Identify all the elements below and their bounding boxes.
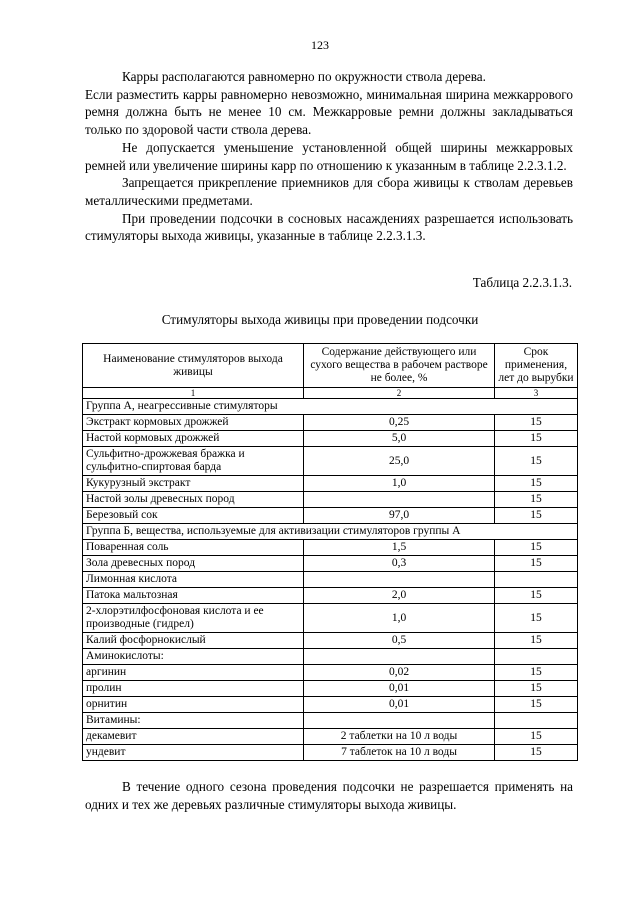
table-row xyxy=(83,540,578,556)
paragraph: При проведении подсочки в сосновых насаждениях разрешается использовать стимуляторы выхода живицы, указанные в таблице 2.2.3.1.3. xyxy=(85,210,573,244)
content-cell: 97,0 xyxy=(304,508,495,524)
stimulators-table xyxy=(82,343,578,761)
content-cell: 25,0 xyxy=(304,447,495,476)
header-term: Срок применения, лет до вырубки xyxy=(495,344,578,388)
content-cell: 0,5 xyxy=(304,633,495,649)
name-cell: Зола древесных пород xyxy=(83,556,304,572)
paragraph: Не допускается уменьшение установленной общей ширины межкарровых ремней или увеличение ширины карр по отношению к указанным в таблице 2.2.3.1.2. xyxy=(85,139,573,173)
table-row xyxy=(83,415,578,431)
table-row xyxy=(83,431,578,447)
table-row xyxy=(83,713,578,729)
table-row xyxy=(83,649,578,665)
index-cell: 3 xyxy=(495,388,578,399)
term-cell: 15 xyxy=(495,729,578,745)
index-cell: 1 xyxy=(83,388,304,399)
content-cell: 5,0 xyxy=(304,431,495,447)
table-row xyxy=(83,492,578,508)
name-cell: Березовый сок xyxy=(83,508,304,524)
name-cell: пролин xyxy=(83,681,304,697)
table-row xyxy=(83,697,578,713)
content-cell: 1,0 xyxy=(304,604,495,633)
name-cell: Витамины: xyxy=(83,713,304,729)
paragraph: Запрещается прикрепление приемников для сбора живицы к стволам деревьев металлическими предметами. xyxy=(85,175,573,208)
header-name: Наименование стимуляторов выхода живицы xyxy=(83,344,304,388)
page-number: 123 xyxy=(311,38,329,52)
name-cell: декамевит xyxy=(83,729,304,745)
term-cell xyxy=(495,713,578,729)
term-cell: 15 xyxy=(495,492,578,508)
table-row xyxy=(83,604,578,633)
table-row xyxy=(83,556,578,572)
table-row xyxy=(83,572,578,588)
table-group-row xyxy=(83,524,578,540)
body-text-bottom xyxy=(85,778,573,813)
table-row xyxy=(83,729,578,745)
content-cell: 0,01 xyxy=(304,681,495,697)
table-row xyxy=(83,508,578,524)
table-body xyxy=(83,388,578,761)
term-cell: 15 xyxy=(495,447,578,476)
term-cell: 15 xyxy=(495,431,578,447)
table-group-row xyxy=(83,399,578,415)
content-cell: 0,3 xyxy=(304,556,495,572)
content-cell xyxy=(304,649,495,665)
content-cell xyxy=(304,713,495,729)
name-cell: Настой кормовых дрожжей xyxy=(83,431,304,447)
table-row xyxy=(83,476,578,492)
content-cell: 1,0 xyxy=(304,476,495,492)
name-cell: ундевит xyxy=(83,745,304,761)
content-cell xyxy=(304,492,495,508)
paragraph: В течение одного сезона проведения подсочки не разрешается применять на одних и тех же деревьях различные стимуляторы выхода живицы. xyxy=(85,779,573,812)
table-header-row xyxy=(83,344,578,388)
term-cell xyxy=(495,572,578,588)
content-cell: 0,01 xyxy=(304,697,495,713)
paragraph: Карры располагаются равномерно по окружности ствола дерева. xyxy=(122,69,486,84)
content-cell: 2,0 xyxy=(304,588,495,604)
term-cell: 15 xyxy=(495,415,578,431)
table-row xyxy=(83,665,578,681)
name-cell: Патока мальтозная xyxy=(83,588,304,604)
content-cell: 2 таблетки на 10 л воды xyxy=(304,729,495,745)
name-cell: Настой золы древесных пород xyxy=(83,492,304,508)
term-cell: 15 xyxy=(495,508,578,524)
content-cell: 1,5 xyxy=(304,540,495,556)
name-cell: Поваренная соль xyxy=(83,540,304,556)
term-cell: 15 xyxy=(495,476,578,492)
term-cell: 15 xyxy=(495,681,578,697)
content-cell: 0,25 xyxy=(304,415,495,431)
term-cell: 15 xyxy=(495,633,578,649)
term-cell: 15 xyxy=(495,556,578,572)
term-cell: 15 xyxy=(495,665,578,681)
name-cell: орнитин xyxy=(83,697,304,713)
term-cell: 15 xyxy=(495,697,578,713)
index-cell: 2 xyxy=(304,388,495,399)
content-cell xyxy=(304,572,495,588)
paragraph: Если разместить карры равномерно невозможно, минимальная ширина межкаррового ремня должна быть не менее 10 см. Межкарровые ремни должны закладываться только по здоровой части ствола дерева. xyxy=(85,86,573,138)
content-cell: 7 таблеток на 10 л воды xyxy=(304,745,495,761)
table-title: Стимуляторы выхода живицы при проведении подсочки xyxy=(161,312,479,327)
body-text-top xyxy=(85,68,573,245)
term-cell: 15 xyxy=(495,604,578,633)
table-row xyxy=(83,745,578,761)
name-cell: аргинин xyxy=(83,665,304,681)
name-cell: 2-хлорэтилфосфоновая кислота и ее производные (гидрел) xyxy=(83,604,304,633)
table-index-row xyxy=(83,388,578,399)
header-content: Содержание действующего или сухого вещества в рабочем растворе не более, % xyxy=(304,344,495,388)
table-row xyxy=(83,633,578,649)
term-cell: 15 xyxy=(495,745,578,761)
content-cell: 0,02 xyxy=(304,665,495,681)
name-cell: Калий фосфорнокислый xyxy=(83,633,304,649)
table-label: Таблица 2.2.3.1.3. xyxy=(472,275,572,290)
table-row xyxy=(83,588,578,604)
term-cell xyxy=(495,649,578,665)
name-cell: Сульфитно-дрожжевая бражка и сульфитно-спиртовая барда xyxy=(83,447,304,476)
name-cell: Аминокислоты: xyxy=(83,649,304,665)
term-cell: 15 xyxy=(495,540,578,556)
table-row xyxy=(83,447,578,476)
name-cell: Экстракт кормовых дрожжей xyxy=(83,415,304,431)
table-row xyxy=(83,681,578,697)
name-cell: Кукурузный экстракт xyxy=(83,476,304,492)
name-cell: Лимонная кислота xyxy=(83,572,304,588)
group-heading-cell: Группа А, неагрессивные стимуляторы xyxy=(83,399,578,415)
group-heading-cell: Группа Б, вещества, используемые для активизации стимуляторов группы А xyxy=(83,524,578,540)
term-cell: 15 xyxy=(495,588,578,604)
